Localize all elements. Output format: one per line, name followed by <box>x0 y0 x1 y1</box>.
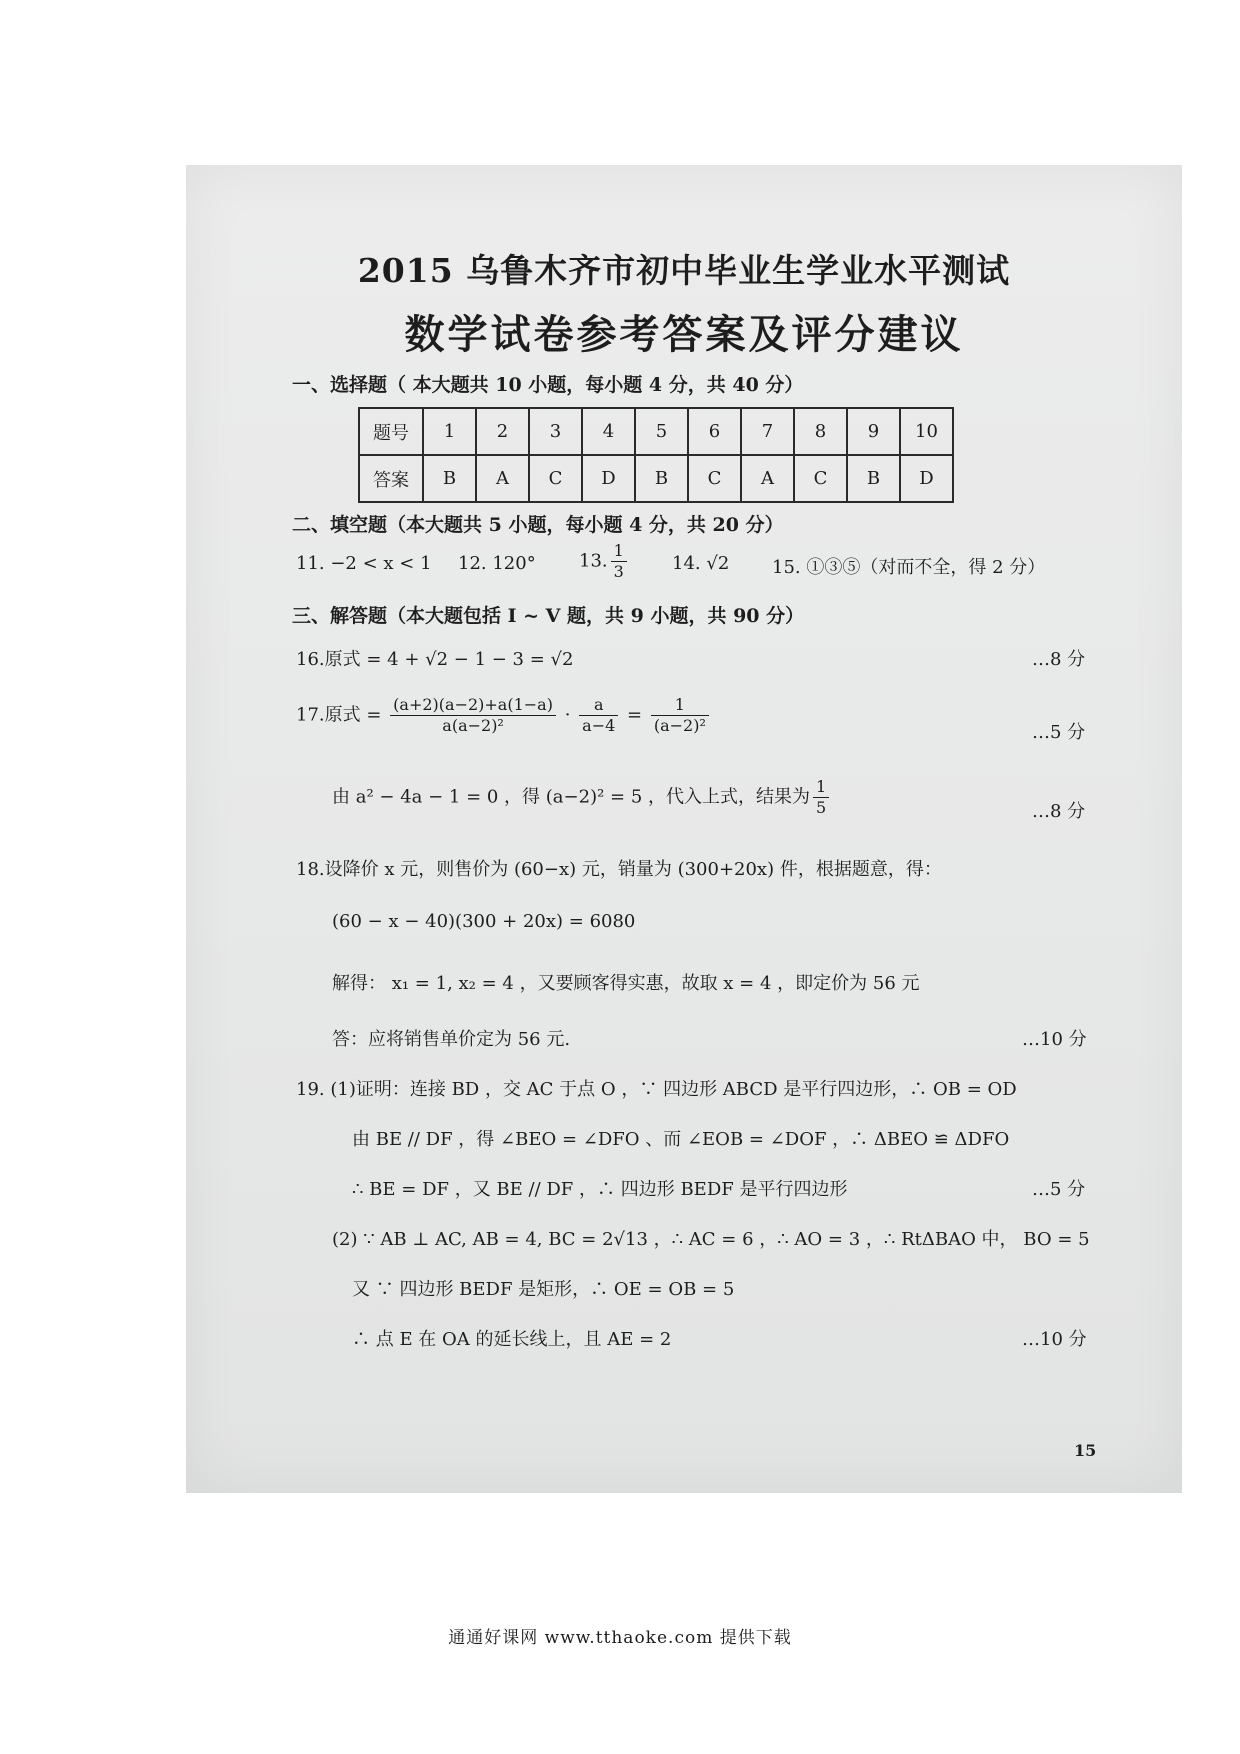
answer-table <box>358 407 954 503</box>
solution-q19-congruence: 由 BE // DF ，得 ∠BEO = ∠DFO 、而 ∠EOB = ∠DOF ，∴ ΔBEO ≌ ΔDFO <box>352 1129 1010 1150</box>
score-marker: …10 分 <box>1022 1029 1087 1050</box>
solution-q18-answer: 答：应将销售单价定为 56 元. <box>332 1029 571 1050</box>
table-cell: A <box>741 455 794 502</box>
section-multiple-choice-heading: 一、选择题（ 本大题共 10 小题，每小题 4 分，共 40 分） <box>292 374 804 396</box>
table-cell: B <box>423 455 476 502</box>
table-cell: 3 <box>529 408 582 455</box>
fraction: $\frac{1}{\text{(a−2)²}}$ <box>651 695 709 736</box>
table-cell: 5 <box>635 408 688 455</box>
table-cell: B <box>635 455 688 502</box>
question-number-row <box>359 408 953 455</box>
exam-title: 2015 乌鲁木齐市初中毕业生学业水平测试 <box>357 251 1011 290</box>
answer-key-title: 数学试卷参考答案及评分建议 <box>404 311 964 358</box>
footer-credit: 通通好课网 www.tthaoke.com 提供下载 <box>448 1628 792 1648</box>
solution-q19-final: ∴ 点 E 在 OA 的延长线上，且 AE = 2 <box>352 1329 672 1350</box>
table-cell: 2 <box>476 408 529 455</box>
table-cell: 6 <box>688 408 741 455</box>
fraction: $\frac{(a+2)(a-2)+a(1-a)}{\text{a(a−2)²}}$ <box>390 695 556 736</box>
table-cell: C <box>794 455 847 502</box>
page-number: 15 <box>1074 1441 1097 1460</box>
solution-q17: 17.原式 = $\frac{(a+2)(a-2)+a(1-a)}{\text{a(a−2)²}}$ · $\frac{a}{a-4}$ = $\frac{1}{\text{(a−2)²}}$ <box>296 695 712 736</box>
table-cell: C <box>529 455 582 502</box>
fraction: $\frac{a}{a-4}$ <box>579 695 618 736</box>
table-cell: B <box>847 455 900 502</box>
header-label: 题号 <box>359 408 423 455</box>
score-marker: …5 分 <box>1032 1179 1086 1200</box>
answer-label: 答案 <box>359 455 423 502</box>
table-cell: A <box>476 455 529 502</box>
answer-q15: 15. ①③⑤（对而不全，得 2 分） <box>772 557 1046 578</box>
solution-q19-rectangle: 又 ∵ 四边形 BEDF 是矩形，∴ OE = OB = 5 <box>352 1279 735 1300</box>
fraction: $\frac{1}{5}$ <box>813 777 829 818</box>
table-cell: 1 <box>423 408 476 455</box>
score-marker: …8 分 <box>1032 649 1086 670</box>
solution-q17-substitution: 由 a² − 4a − 1 = 0 ，得 (a−2)² = 5 ，代入上式，结果为 $\frac{1}{5}$ <box>332 777 832 818</box>
solution-q16: 16.原式 = 4 + √2 − 1 − 3 = √2 <box>296 649 574 670</box>
table-cell: D <box>900 455 953 502</box>
solution-q19-conclusion: ∴ BE = DF ，又 BE // DF ，∴ 四边形 BEDF 是平行四边形 <box>352 1179 848 1200</box>
table-cell: C <box>688 455 741 502</box>
solution-q18-equation: (60 − x − 40)(300 + 20x) = 6080 <box>332 911 636 932</box>
table-cell: 8 <box>794 408 847 455</box>
score-marker: …10 分 <box>1022 1329 1087 1350</box>
q13-prefix: 13. <box>579 550 608 572</box>
answer-row <box>359 455 953 502</box>
answer-q12: 12. 120° <box>458 553 536 574</box>
solution-q19-part2: (2) ∵ AB ⊥ AC, AB = 4, BC = 2√13 ，∴ AC = 6 ，∴ AO = 3 ，∴ RtΔBAO 中， BO = 5 <box>332 1229 1090 1250</box>
table-cell: 9 <box>847 408 900 455</box>
table-cell: D <box>582 455 635 502</box>
solution-q18-solve: 解得： x₁ = 1, x₂ = 4 ，又要顾客得实惠，故取 x = 4 ，即定价为 56 元 <box>332 973 920 994</box>
table-cell: 7 <box>741 408 794 455</box>
section-solutions-heading: 三、解答题（本大题包括 Ⅰ ~ Ⅴ 题，共 9 小题，共 90 分） <box>292 605 805 627</box>
section-fill-blank-heading: 二、填空题（本大题共 5 小题，每小题 4 分，共 20 分） <box>292 514 784 536</box>
solution-q18-setup: 18.设降价 x 元，则售价为 (60−x) 元，销量为 (300+20x) 件，根据题意，得： <box>296 859 942 880</box>
exam-sheet <box>186 165 1182 1493</box>
table-cell: 10 <box>900 408 953 455</box>
answer-q14: 14. √2 <box>672 553 730 574</box>
solution-q19-part1: 19. (1)证明：连接 BD ，交 AC 于点 O ，∵ 四边形 ABCD 是平行四边形，∴ OB = OD <box>296 1079 1017 1100</box>
answer-q11: 11. −2 < x < 1 <box>296 553 432 574</box>
score-marker: …8 分 <box>1032 801 1086 822</box>
answer-q13 <box>579 541 630 582</box>
score-marker: …5 分 <box>1032 722 1086 743</box>
fraction: $\frac{1}{3}$ <box>611 541 627 582</box>
table-cell: 4 <box>582 408 635 455</box>
